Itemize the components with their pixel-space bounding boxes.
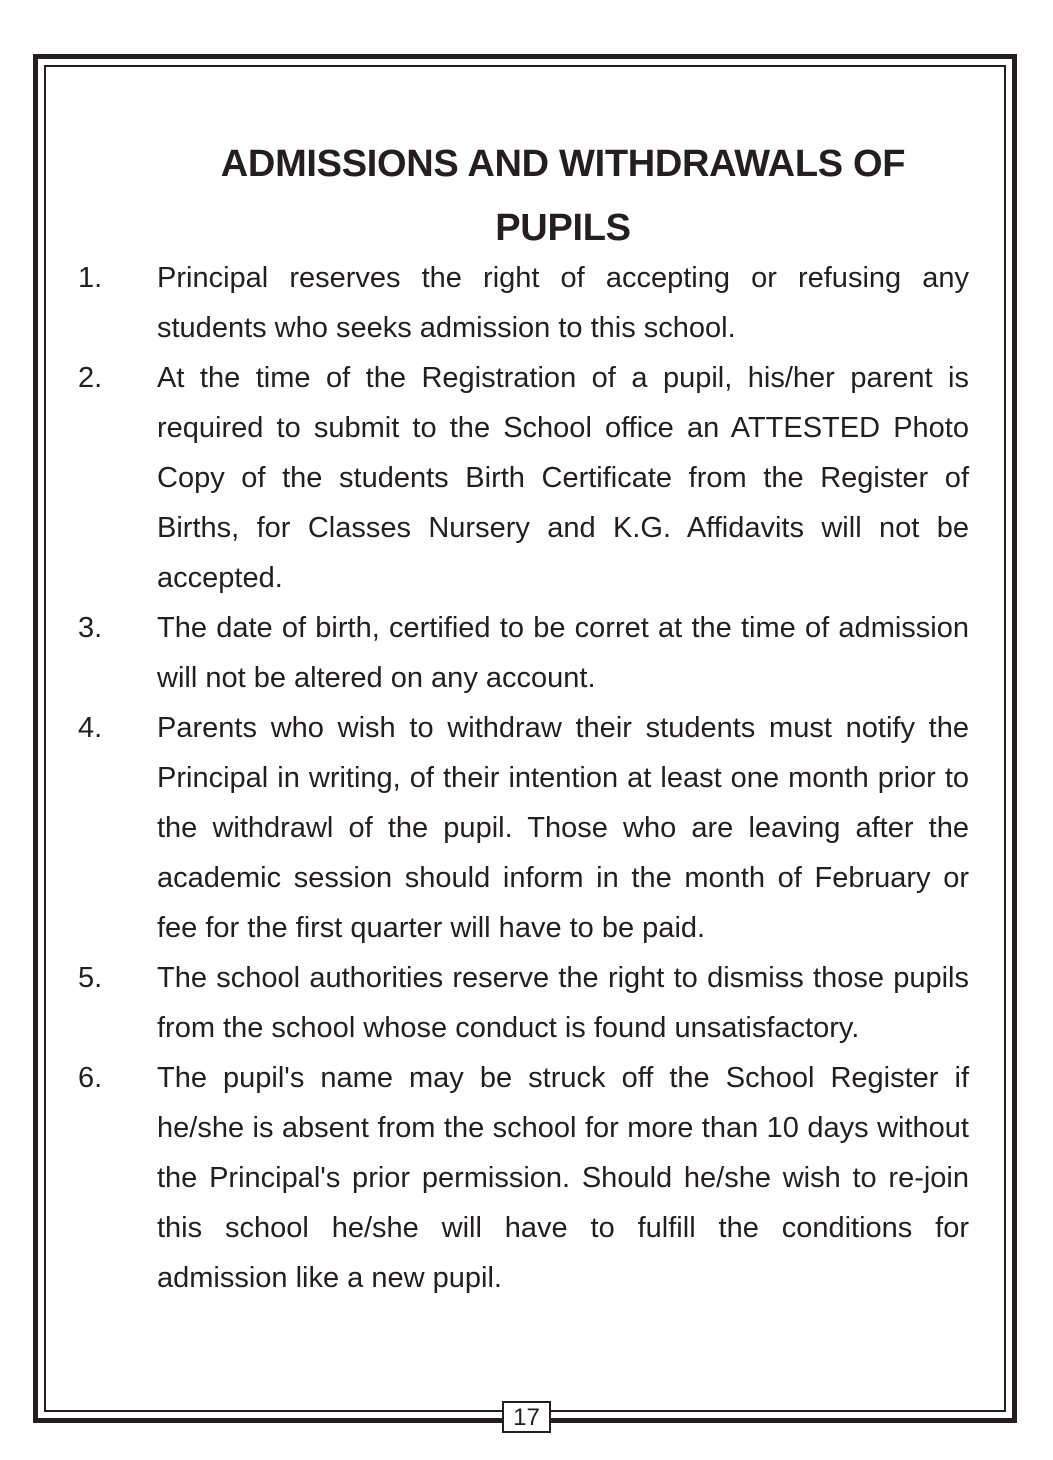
- rule-item-6: [0, 1053, 1053, 1303]
- rule-item-5: [0, 953, 1053, 1053]
- rule-number: 2.: [78, 362, 103, 394]
- page-title-line-2: PUPILS: [495, 207, 631, 249]
- rule-number: 3.: [78, 612, 103, 644]
- rule-item-4: [0, 703, 1053, 953]
- page-title: [100, 132, 1026, 260]
- rule-number: 5.: [78, 962, 103, 994]
- rule-text: At the time of the Registration of a pupil, his/her parent is required to submit to the School office an ATTESTED Photo Copy of the students Birth Certificate from the Register of Births, for Classes Nursery and K.G. Affidavits will not be accepted.: [157, 362, 969, 594]
- page-number: 17: [502, 1401, 551, 1433]
- rule-text: Parents who wish to withdraw their students must notify the Principal in writing, of their intention at least one month prior to the withdrawl of the pupil. Those who are leaving after the academic session should inform in the month of February or fee for the first quarter will have to be paid.: [157, 712, 969, 944]
- rule-item-2: [0, 353, 1053, 603]
- rule-number: 1.: [78, 262, 103, 294]
- rule-number: 6.: [78, 1062, 103, 1094]
- rule-number: 4.: [78, 712, 103, 744]
- rule-text: The date of birth, certified to be corret at the time of admission will not be altered on any account.: [157, 612, 969, 694]
- rule-text: The pupil's name may be struck off the School Register if he/she is absent from the school for more than 10 days without the Principal's prior permission. Should he/she wish to re-join this school he/she will have to fulfill the conditions for admission like a new pupil.: [157, 1062, 969, 1294]
- rule-text: Principal reserves the right of accepting or refusing any students who seeks admission to this school.: [157, 262, 969, 344]
- rule-item-1: [0, 253, 1053, 353]
- rules-list: [0, 253, 1053, 1303]
- rule-item-3: [0, 603, 1053, 703]
- page-title-line-1: ADMISSIONS AND WITHDRAWALS OF: [220, 143, 906, 185]
- rule-text: The school authorities reserve the right to dismiss those pupils from the school whose conduct is found unsatisfactory.: [157, 962, 969, 1044]
